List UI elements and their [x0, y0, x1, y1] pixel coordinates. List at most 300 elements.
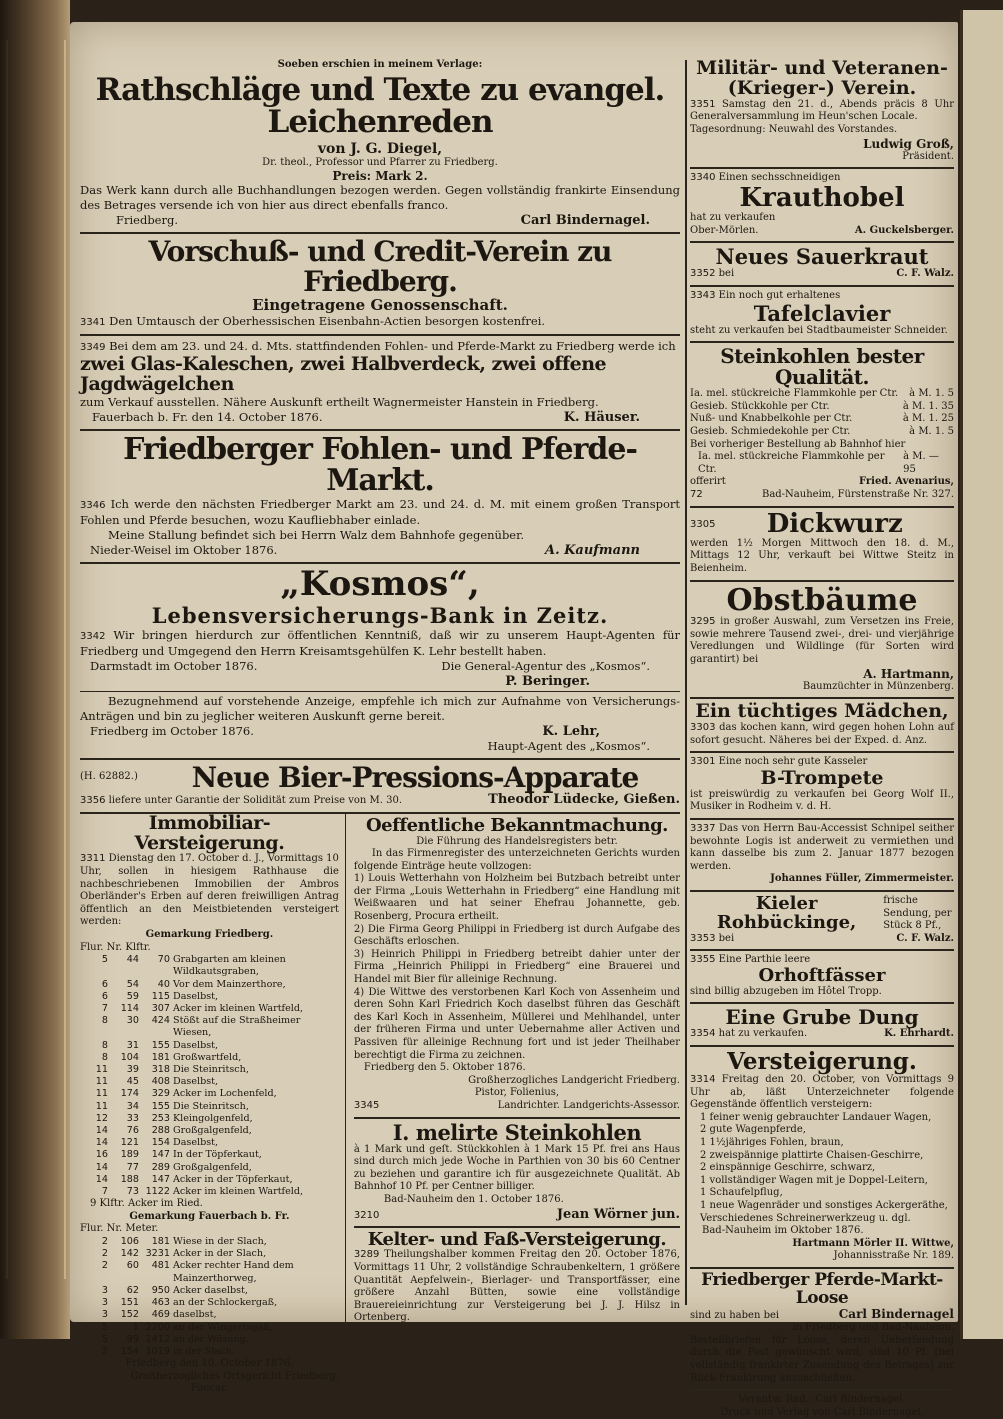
ad-title: I. melirte Steinkohlen	[392, 1119, 642, 1145]
ad-text: Theilungshalber kommen Freitag den 20. October 1876, Vormittags 11 Uhr, 2 vollständige Schraubenkeltern, 1 größere Quantität Aepfelwein-, Bierlager- und Transportfässer, eine größere Anzahl Bütten, sowie eine vollständige Brauereieinrichtung zur Versteigerung bei J. J. Hilsz in Ortenberg.	[353, 1249, 680, 1324]
table-cell: 54	[126, 978, 139, 990]
ad-title: Orhoftfässer	[758, 964, 886, 986]
signer: A. Hartmann,	[863, 666, 954, 681]
table-row	[80, 1052, 339, 1064]
list-item: 1 neue Wagenräder und sonstiges Ackergeräthe, Verschiedenes Schreinerwerkzeug u. dgl.	[700, 1200, 948, 1224]
list-item: 1 vollständiger Wagen mit je Doppel-Leitern,	[700, 1174, 928, 1186]
agency: Die General-Agentur des „Kosmos“.	[441, 658, 650, 673]
place: Fauerbach b. Fr. den 14. October 1876.	[92, 409, 323, 424]
signer-names: Pistor, Folienius,	[474, 1087, 560, 1099]
parcel-table	[80, 1236, 339, 1358]
ad-verein	[690, 56, 954, 169]
table-cell: Acker in der Töpferkaut,	[173, 1173, 293, 1185]
ad-tafelclavier	[690, 287, 954, 343]
table-cell: 155	[151, 1039, 170, 1051]
ad-number: 3352	[690, 268, 716, 280]
place: Nieder-Weisel im Oktober 1876.	[90, 542, 278, 557]
table-cell: 3	[101, 1297, 108, 1309]
place: Ober-Mörlen.	[690, 224, 759, 236]
role: Haupt-Agent des „Kosmos“.	[487, 738, 650, 753]
price-row	[690, 401, 954, 414]
ad-title: Kieler Rohbückinge,	[716, 892, 857, 933]
intro: Ein noch gut erhaltenes	[718, 289, 841, 301]
table-cell: 59	[126, 990, 139, 1002]
ad-title: Versteigerung.	[727, 1047, 917, 1075]
table-cell: 12	[95, 1112, 108, 1124]
ad-bueckinge	[690, 892, 954, 951]
ad-text: Wir bringen hierdurch zur öffentlichen Kenntniß, daß wir zu unserem Haupt-Agenten für Friedberg und Umgegend den Herrn Kreisamtsgehülfen K. Lehr bestellt haben.	[80, 627, 681, 658]
table-cell: 2	[101, 1236, 108, 1248]
table-cell: 40	[157, 978, 170, 990]
subtitle: Eingetragene Genossenschaft.	[252, 296, 508, 315]
ad-title: Krauthobel	[739, 182, 905, 213]
table-cell: Daselbst,	[173, 1039, 219, 1051]
price: Preis: Mark 2.	[332, 169, 428, 184]
table-cell: Vor dem Mainzerthore,	[173, 978, 286, 990]
table-cell: 6	[101, 978, 108, 990]
ad-text: zum Verkauf ausstellen. Nähere Auskunft ertheilt Wagnermeister Hanstein in Friedberg.	[80, 394, 599, 409]
ad-text: frische Sendung, per Stück 8 Pf.,	[883, 894, 952, 932]
signer: C. F. Walz.	[896, 932, 954, 944]
table-cell: 45	[126, 1076, 139, 1088]
table-cell: 189	[120, 1149, 139, 1161]
table-row	[80, 1076, 339, 1088]
table-cell: 2200	[145, 1321, 170, 1333]
ad-diegel	[80, 56, 680, 234]
table-row	[80, 1003, 339, 1015]
table-cell: 60	[126, 1260, 139, 1272]
ad-text: offerirt	[690, 476, 726, 488]
table-row	[80, 1113, 339, 1125]
ad-sauerkraut	[690, 243, 954, 287]
ad-text: das kochen kann, wird gegen hohen Lohn auf sofort gesucht. Näheres bei der Exped. d. Anz.	[690, 722, 954, 746]
ad-text: sind zu haben bei	[690, 1309, 780, 1321]
section-heading: Gemarkung Fauerbach b. Fr.	[129, 1210, 290, 1222]
table-row	[80, 1186, 339, 1198]
ad-text: hat zu verkaufen.	[718, 1028, 808, 1040]
price-value: à M. 1. 5	[909, 388, 954, 400]
ad-title: Tafelclavier	[753, 300, 891, 326]
ad-kelter	[354, 1228, 680, 1325]
table-cell: 11	[95, 1088, 108, 1100]
table-cell: an der Wingertsgaß,	[173, 1321, 273, 1333]
table-cell: 181	[151, 1236, 170, 1248]
table-cell: 99	[126, 1333, 139, 1345]
table-cell: 142	[120, 1248, 139, 1260]
table-cell: 115	[151, 990, 170, 1002]
table-cell: Daselbst,	[173, 1137, 219, 1149]
ad-text: ist preiswürdig zu verkaufen bei Georg Wolf II., Musiker in Rodheim v. d. H.	[690, 788, 954, 813]
ad-number: 3354	[690, 1028, 716, 1040]
ad-text: Bezugnehmend auf vorstehende Anzeige, empfehle ich mich zur Aufnahme von Versicherungs-Anträgen und bin zu jeglicher weiteren Auskunft gerne bereit.	[80, 693, 680, 723]
place: Friedberg.	[116, 213, 179, 228]
place: Darmstadt im October 1876.	[90, 658, 258, 673]
table-cell: Acker daselbst,	[173, 1284, 248, 1296]
table-cell: 5	[101, 954, 108, 966]
right-column	[690, 56, 954, 1419]
ad-title: „Kosmos“,	[280, 563, 480, 604]
imprint-publisher: Druck und Verlag von Carl Bindernagel.	[720, 1406, 924, 1418]
table-row	[80, 1309, 339, 1321]
intro: Eine Parthie leere	[718, 954, 811, 966]
ad-text: Bestellbriefen für Loose, deren Ueberſendung durch die Post gewünscht wird, sind 10 Pf. (bei vollständig frankirter Zusendung des Betrages) zur Rück-Frankirung anzuschließen.	[690, 1334, 954, 1384]
table-cell: 14	[95, 1125, 108, 1137]
table-cell: 2	[101, 1248, 108, 1260]
table-row	[80, 1015, 339, 1039]
ad-title: Ein tüchtiges Mädchen,	[695, 700, 949, 723]
list-item: 1) Louis Wetterhahn von Holzheim bei Butzbach betreibt unter der Firma „Louis Wetterhahn in Friedberg“ eine Handlung mit Weißwaaren und hat seiner Ehefrau Johannette, geb. Rosenberg, Procura ertheilt.	[353, 873, 680, 923]
table-cell: 114	[120, 1003, 139, 1015]
ad-title: Immobiliar-Versteigerung.	[134, 811, 285, 854]
list-item: 2 gute Wagenpferde,	[700, 1124, 806, 1136]
table-cell: Acker rechter Hand dem Mainzerthorweg,	[173, 1260, 294, 1284]
price-item: Nuß- und Knabbelkohle per Ctr.	[690, 413, 853, 425]
ad-title: Dickwurz	[766, 508, 903, 539]
table-cell: 11	[95, 1100, 108, 1112]
ad-maedchen	[690, 699, 954, 753]
table-cell: 34	[126, 1100, 139, 1112]
ad-text: liefere unter Garantie der Solidität zum Preise von M. 30.	[108, 795, 403, 807]
ad-text: Freitag den 20. October, von Vormittags 9 Uhr ab, läßt Unterzeichneter folgende Gegenstände öffentlich versteigern:	[690, 1074, 954, 1111]
ad-kosmos	[80, 564, 680, 760]
subtitle: Lebensversicherungs-Bank in Zeitz.	[151, 602, 609, 628]
price-row	[690, 388, 954, 401]
signer: C. F. Walz.	[896, 268, 954, 280]
adjacent-page-edge	[960, 10, 1003, 1339]
table-cell: Großgalgenfeld,	[173, 1161, 252, 1173]
ad-text: in großer Auswahl, zum Versetzen ins Freie, sowie mehrere Tausend zwei-, drei- und vierjährige Veredlungen und Wildlinge (für Sorten wird garantirt) bei	[690, 616, 955, 665]
table-cell: 104	[120, 1051, 139, 1063]
intro: Bei dem am 23. und 24. d. Mts. stattfindenden Fohlen- und Pferde-Markt zu Friedberg werde ich	[109, 339, 676, 354]
ad-text: Bei vorheriger Bestellung ab Bahnhof hier	[690, 438, 906, 450]
table-cell: 8	[101, 1051, 108, 1063]
table-cell: 151	[120, 1297, 139, 1309]
ad-number: 3341	[80, 317, 106, 329]
ad-title: zwei Glas-Kaleschen, zwei Halbverdeck, zwei offene Jagdwägelchen	[80, 353, 607, 395]
table-cell: 289	[151, 1161, 170, 1173]
table-cell: Acker im kleinen Wartfeld,	[173, 1186, 304, 1198]
section-heading: Gemarkung Friedberg.	[145, 929, 274, 941]
ad-number: 3311	[80, 853, 106, 865]
ad-number: 3210	[353, 1209, 380, 1221]
table-cell: 307	[151, 1003, 170, 1015]
register-entries	[354, 873, 680, 1062]
table-cell: Die Steinritsch,	[173, 1064, 249, 1076]
table-cell: 950	[151, 1284, 170, 1296]
table-cell: Daselbst,	[173, 990, 219, 1002]
ad-number: 3353	[690, 932, 716, 944]
table-cell: 174	[120, 1088, 139, 1100]
list-item: 1 1½jähriges Fohlen, braun,	[700, 1137, 844, 1149]
ad-number: 3303	[690, 722, 716, 734]
ad-loose	[690, 1269, 954, 1391]
table-row	[80, 1125, 339, 1137]
table-row	[80, 1334, 339, 1346]
table-cell: 5	[101, 1321, 108, 1333]
table-cell: 14	[95, 1173, 108, 1185]
table-cell: Stößt auf die Straßheimer Wiesen,	[173, 1015, 301, 1039]
ad-code: (H. 62882.)	[80, 771, 138, 783]
price-item: Ia. mel. stückreiche Flammkohle per Ctr.	[690, 388, 899, 400]
ad-title: Friedberger Pferde-Markt-Loose	[701, 1270, 943, 1308]
table-cell: Daselbst,	[173, 1076, 219, 1088]
intro: Eine noch sehr gute Kasseler	[718, 756, 868, 768]
price-list	[690, 388, 954, 438]
ad-title: Friedberger Fohlen- und Pferde-Markt.	[123, 431, 637, 499]
signer: K. Ehrhardt.	[884, 1028, 954, 1040]
table-row	[80, 1297, 339, 1309]
table-row	[80, 979, 339, 991]
table-cell: 253	[151, 1112, 170, 1124]
table-cell: Grabgarten am kleinen Wildkautsgraben,	[173, 954, 286, 978]
ad-obstbaeume	[690, 582, 954, 699]
price-value: à M. 1. 35	[902, 400, 954, 412]
table-cell: 481	[151, 1260, 170, 1272]
table-cell: Großwartfeld,	[173, 1051, 242, 1063]
table-cell: 8	[101, 1039, 108, 1051]
ad-text: Das Werk kann durch alle Buchhandlungen bezogen werden. Gegen vollständig frankirte Einsendung des Betrages versende ich von hier aus direct ebenfalls franco.	[80, 183, 680, 213]
table-cell: 2	[101, 1345, 108, 1357]
price-value: à M. 1. 25	[902, 413, 954, 425]
table-cell: 1122	[145, 1186, 170, 1198]
imprint-editor: Verantw. Red.: Carl Bindernagel.	[738, 1394, 906, 1406]
ad-bekanntmachung	[354, 814, 680, 1119]
list-item: 2 zweispännige plattirte Chaisen-Geschirre,	[700, 1149, 924, 1161]
signer: P. Beringer.	[505, 673, 590, 689]
table-row	[80, 954, 339, 978]
table-cell: 73	[126, 1186, 139, 1198]
ad-krauthobel	[690, 169, 954, 243]
ad-number: 72	[690, 488, 703, 500]
list-item: 1 Schaufelpflug,	[700, 1187, 783, 1199]
ad-text: Ich werde den nächsten Friedberger Markt am 23. und 24. d. M. mit einem großen Transport Fohlen und Pferde besuchen, wozu Kaufliebhaber einlade.	[80, 496, 680, 527]
table-cell: 11	[95, 1076, 108, 1088]
table-cell: Acker in der Slach,	[173, 1248, 267, 1260]
ad-text: hat zu verkaufen	[690, 212, 776, 224]
ad-immobiliar	[80, 811, 346, 1396]
list-item: 2) Die Firma Georg Philippi in Friedberg ist durch Aufgabe des Geschäfts erloschen.	[353, 923, 680, 948]
table-cell: 181	[151, 1051, 170, 1063]
ad-vorschuss	[80, 234, 680, 336]
table-cell: 463	[151, 1297, 170, 1309]
address: Johannisstraße Nr. 189.	[833, 1250, 954, 1262]
table-cell: in der Slach.	[173, 1345, 235, 1357]
price-item: Gesieb. Stückkohle per Ctr.	[690, 400, 830, 412]
price-row	[690, 413, 954, 426]
ad-text: In das Firmenregister des unterzeichneten Gerichts wurden folgende Einträge heute vollzogen:	[353, 848, 680, 872]
auction-items	[690, 1112, 954, 1225]
price-item: Gesieb. Schmiedekohle per Ctr.	[690, 425, 851, 437]
ad-number: 3356	[80, 795, 106, 807]
signer: Ludwig Groß,	[863, 136, 954, 151]
table-cell: 152	[120, 1309, 139, 1321]
ad-title: Oeffentliche Bekanntmachung.	[365, 814, 668, 836]
table-cell: 7	[101, 1003, 108, 1015]
table-cell: Acker im Lochenfeld,	[173, 1088, 277, 1100]
parcel-table	[80, 954, 339, 1198]
ad-kaleschen	[80, 336, 680, 431]
table-row	[80, 1260, 339, 1284]
ad-number: 3355	[690, 954, 716, 966]
table-row	[80, 1088, 339, 1100]
ad-steinkohlen-avenarius	[690, 343, 954, 507]
place: Friedberg den 5. Oktober 1876.	[363, 1062, 526, 1074]
ad-text: sind billig abzugeben im Hôtel Tropp.	[690, 985, 882, 997]
byline: von J. G. Diegel,	[317, 140, 443, 157]
table-cell: 3	[101, 1309, 108, 1321]
table-cell: 3231	[145, 1248, 170, 1260]
table-row	[80, 1236, 339, 1248]
ad-text: Meine Stallung befindet sich bei Herrn Walz dem Bahnhofe gegenüber.	[108, 527, 524, 542]
list-item: 3) Heinrich Philippi in Friedberg betreibt dahier unter der Firma „Heinrich Philippi in Friedberg“ eine Brauerei und Handel mit Bier für alleinige Rechnung.	[353, 948, 680, 986]
table-cell: 30	[126, 1015, 139, 1027]
table-row	[80, 1285, 339, 1297]
signer: Carl Bindernagel	[838, 1306, 954, 1321]
table-cell: 6	[101, 990, 108, 1002]
ad-title: Vorschuß- und Credit-Verein zu Friedberg.	[148, 235, 612, 298]
ad-title: Neues Sauerkraut	[715, 244, 929, 270]
table-row	[80, 1137, 339, 1149]
table-cell: 44	[126, 954, 139, 966]
price-item: Ia. mel. stückreiche Flammkohle per Ctr.	[698, 451, 885, 475]
ad-dung	[690, 1004, 954, 1047]
left-column	[80, 56, 680, 1396]
ad-versteigerung	[690, 1047, 954, 1269]
table-cell: daselbst,	[173, 1309, 217, 1321]
ad-number: 3349	[80, 342, 106, 354]
intro: Die Führung des Handelsregisters betr.	[416, 835, 618, 847]
table-cell: Wiese in der Slach,	[173, 1236, 267, 1248]
table-cell: 121	[120, 1137, 139, 1149]
table-cell: 14	[95, 1137, 108, 1149]
table-cell: 155	[151, 1100, 170, 1112]
table-row	[80, 1162, 339, 1174]
ad-text: Das von Herrn Bau-Accessist Schnipel seither bewohnte Logis ist anderweit zu vermiethen und kann dasselbe bis zum 2. Januar 1877 bezogen werden.	[690, 822, 954, 872]
imprint	[690, 1391, 954, 1419]
table-cell: 14	[95, 1161, 108, 1173]
signer: A. Guckelsberger.	[854, 224, 954, 236]
list-item: 2 einspännige Geschirre, schwarz,	[700, 1162, 876, 1174]
table-cell: 1019	[145, 1345, 170, 1357]
table-cell: 77	[126, 1161, 139, 1173]
table-row	[80, 1101, 339, 1113]
table-cell: 39	[126, 1064, 139, 1076]
intro: Soeben erschien in meinem Verlage:	[277, 59, 483, 70]
table-cell: 424	[151, 1015, 170, 1027]
role: Präsident.	[902, 150, 954, 162]
ad-title: Rathschläge und Texte zu evangel. Leichenreden	[95, 71, 665, 141]
place: Friedberg im October 1876.	[90, 723, 254, 738]
ad-trompete	[690, 753, 954, 820]
ad-text: steht zu verkaufen bei Stadtbaumeister Schneider.	[690, 324, 948, 336]
table-cell: 1	[132, 1321, 139, 1333]
ad-title: Eine Grube Dung	[725, 1005, 919, 1030]
table-cell: 7	[101, 1186, 108, 1198]
table-cell: 2	[101, 1260, 108, 1272]
table-cell: 469	[151, 1309, 170, 1321]
ad-number: 3343	[690, 289, 716, 301]
table-cell: 62	[126, 1284, 139, 1296]
ad-logis	[690, 820, 954, 892]
ad-text: à 1 Mark und geſt. Stückkohlen à 1 Mark 15 Pf. frei ans Haus sind durch mich jede Woche in Parthien von 30 bis 60 Centner zu beziehen und garantire ich für ausgezeichnete Qualität. Ab Bahnhof 10 Pf. per Centner billiger.	[353, 1143, 680, 1193]
list-item: 1 feiner wenig gebrauchter Landauer Wagen,	[700, 1111, 932, 1123]
office: Großherzogliches Ortsgericht Friedberg.	[130, 1370, 339, 1382]
court: Großherzogliches Landgericht Friedberg.	[468, 1074, 680, 1086]
table-cell: 76	[126, 1125, 139, 1137]
table-row	[80, 1040, 339, 1052]
intro: Einen sechsschneidigen	[718, 172, 841, 184]
table-cell: an der Wösung,	[173, 1333, 249, 1345]
ad-text: Den Umtausch der Oberhessischen Eisenbahn-Actien besorgen kostenfrei.	[109, 314, 546, 329]
signer: Carl Bindernagel.	[520, 213, 650, 229]
ad-bierpressions	[80, 760, 680, 814]
ad-fohlenmarkt	[80, 431, 680, 564]
table-row	[80, 1149, 339, 1161]
table-cell: 8	[101, 1015, 108, 1027]
ad-number: 3289	[353, 1249, 380, 1261]
ad-steinkohlen	[354, 1119, 680, 1228]
ad-number: 3295	[690, 616, 716, 628]
signer-titles: Landrichter. Landgerichts-Assessor.	[497, 1099, 680, 1111]
ad-number: 3346	[80, 499, 106, 511]
table-cell: 329	[151, 1088, 170, 1100]
table-cell: 16	[95, 1149, 108, 1161]
ad-title: Neue Bier-Pressions-Apparate	[191, 760, 639, 794]
agenda: Tagesordnung: Neuwahl des Vorstandes.	[690, 124, 898, 136]
ad-number: 3345	[353, 1099, 380, 1111]
ad-number: 3342	[80, 630, 106, 642]
affiliation: Dr. theol., Professor und Pfarrer zu Friedberg.	[262, 156, 498, 168]
signer: A. Kaufmann	[545, 542, 640, 558]
place: Bad-Nauheim im Oktober 1876.	[702, 1225, 864, 1237]
table-cell: Kleingolgenfeld,	[173, 1112, 253, 1124]
price-row	[690, 426, 954, 439]
signer: K. Lehr,	[542, 723, 600, 739]
list-item: 4) Die Wittwe des verstorbenen Karl Koch von Assenheim und deren Sohn Karl Friedrich Koch daselbst führen das Geschäft des Karl Koch in Assenheim, Müllerei und Mehlhandel, unter der früheren Firma und unter Uebernahme aller Activen und Passiven für alleinige Rechnung fort und ist jeder Theilhaber berechtigt die Firma zu zeichnen.	[353, 986, 680, 1061]
table-header: Flur. Nr. Meter.	[80, 1223, 159, 1235]
table-cell: 31	[126, 1039, 139, 1051]
place: Friedberg den 10. October 1876.	[125, 1358, 294, 1370]
table-cell: 33	[126, 1112, 139, 1124]
table-cell: 3	[101, 1284, 108, 1296]
place: Bad-Nauheim den 1. October 1876.	[383, 1193, 564, 1205]
address: Bad-Nauheim, Fürstenstraße Nr. 327.	[761, 488, 954, 500]
table-row	[80, 1346, 339, 1358]
table-cell: 5	[101, 1333, 108, 1345]
ad-dickwurz	[690, 508, 954, 582]
ad-title: Steinkohlen bester Qualität.	[720, 344, 924, 390]
ad-number: 3337	[690, 822, 716, 834]
table-cell: 147	[151, 1173, 170, 1185]
table-header: Flur. Nr. Klftr.	[80, 941, 151, 953]
right-subcolumn	[354, 814, 680, 1396]
ad-title: B-Trompete	[760, 766, 884, 789]
place: in Friedberg und Bad-Nauheim.	[792, 1322, 954, 1334]
table-cell: 70	[157, 954, 170, 966]
table-cell: 11	[95, 1064, 108, 1076]
column-rule	[685, 60, 687, 1305]
role: Baumzüchter in Münzenberg.	[802, 680, 954, 692]
table-row	[80, 1064, 339, 1076]
signer: Johannes Füller, Zimmermeister.	[770, 873, 954, 885]
signer: Jean Wörner jun.	[556, 1206, 680, 1222]
price-value: à M. — 95	[903, 451, 939, 475]
extra-line: 9 Klftr. Acker im Ried.	[90, 1198, 203, 1210]
ad-number: 3314	[690, 1074, 716, 1086]
ad-text: Samstag den 21. d., Abends präcis 8 Uhr Generalversammlung im Heun'schen Locale.	[690, 98, 954, 123]
table-cell: 188	[120, 1173, 139, 1185]
signer: Foucar.	[190, 1383, 229, 1395]
